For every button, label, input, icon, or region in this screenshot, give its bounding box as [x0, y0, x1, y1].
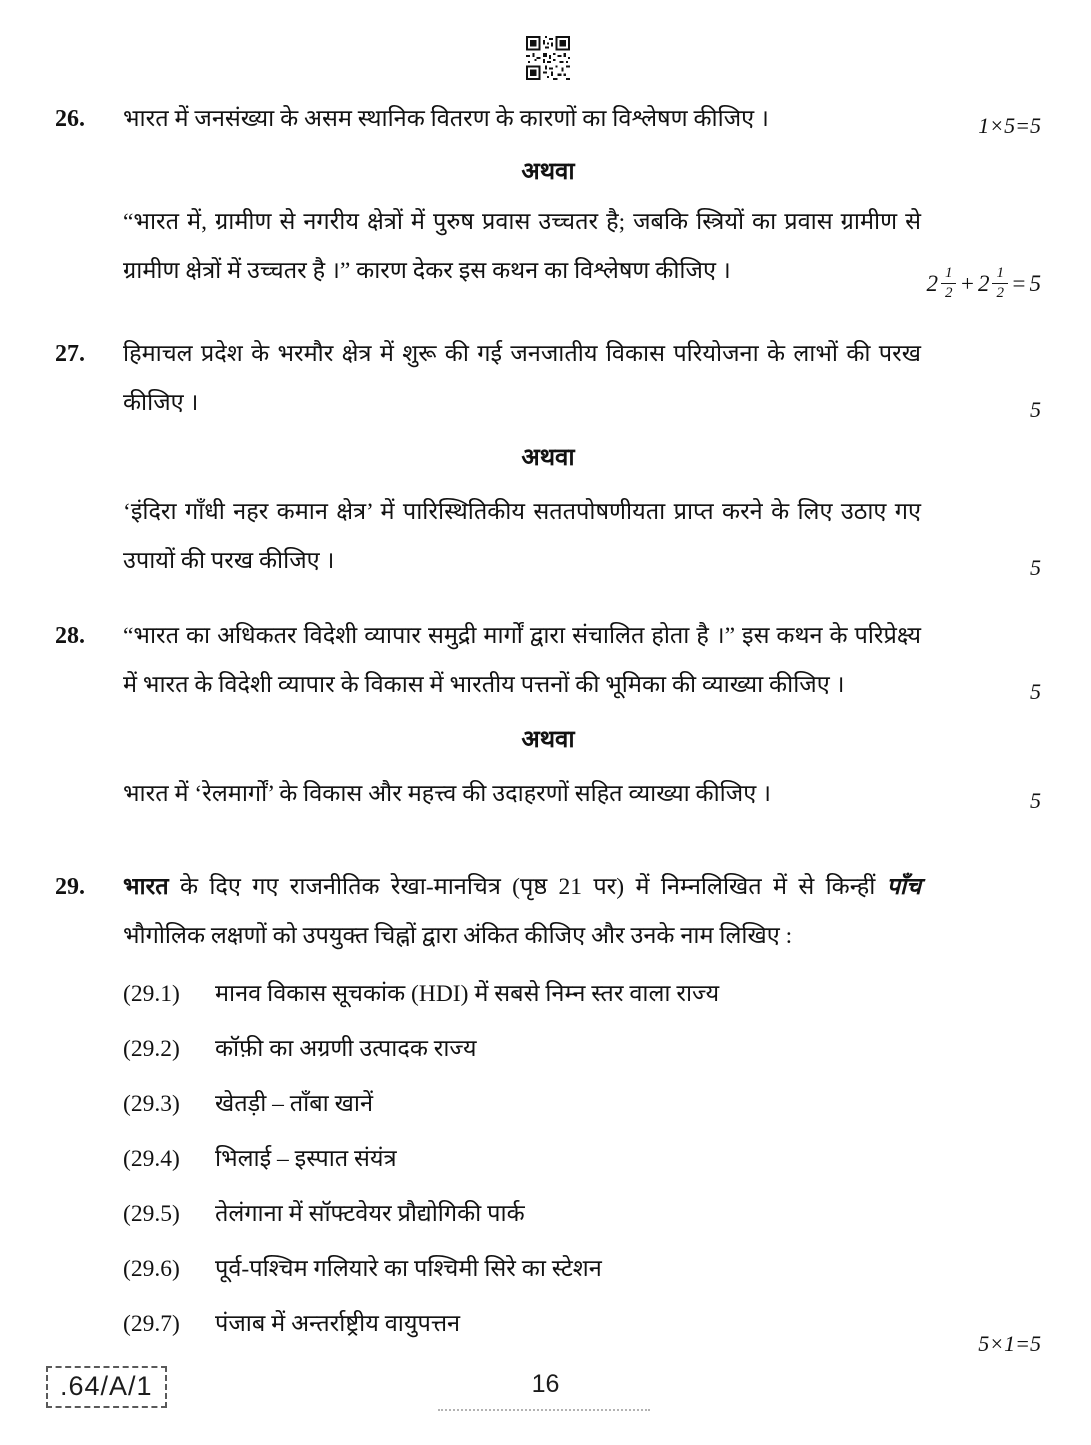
question-27-alt-text: ‘इंदिरा गाँधी नहर कमान क्षेत्र’ में पारिस्थितिकीय सततपोषणीयता प्राप्त करने के लिए उठाए गए उपायों की परख कीजिए ।: [123, 499, 921, 574]
question-28-alternative: [55, 770, 1041, 819]
sub-item-text: पूर्व-पश्चिम गलियारे का पश्चिमी सिरे का स्टेशन: [215, 1256, 602, 1282]
question-29-bold-italic: पाँच: [886, 874, 921, 900]
sub-item-text: भिलाई – इस्पात संयंत्र: [215, 1146, 397, 1172]
sub-item-label: (29.6): [123, 1256, 180, 1282]
page-number: 16: [531, 1370, 560, 1398]
question-29-sub-items: [123, 977, 1041, 1341]
question-28-text: “भारत का अधिकतर विदेशी व्यापार समुद्री मार्गों द्वारा संचालित होता है ।” इस कथन के परिप्रेक्ष्य में भारत के विदेशी व्यापार के विकास में भारतीय पत्तनों की भूमिका की व्याख्या कीजिए ।: [123, 623, 921, 698]
sub-item-29-6: [123, 1252, 1041, 1286]
question-26: [55, 95, 1041, 144]
question-28: [55, 612, 1041, 710]
sub-item-text: पंजाब में अन्तर्राष्ट्रीय वायुपत्तन: [215, 1311, 461, 1337]
sub-item-29-7: [123, 1307, 1041, 1341]
sub-item-text: खेतड़ी – ताँबा खानें: [215, 1091, 373, 1117]
question-29: [55, 863, 1041, 1362]
fraction: $\frac{1}{2}$: [992, 266, 1008, 303]
qr-code-icon: [55, 36, 1041, 85]
sub-item-29-2: [123, 1032, 1041, 1066]
sub-item-label: (29.5): [123, 1201, 180, 1227]
sub-item-label: (29.1): [123, 981, 180, 1007]
sub-item-label: (29.7): [123, 1311, 180, 1337]
or-label-26: अथवा: [521, 159, 575, 185]
sub-item-29-1: [123, 977, 1041, 1011]
sub-item-text: कॉफ़ी का अग्रणी उत्पादक राज्य: [215, 1036, 477, 1062]
sub-item-label: (29.4): [123, 1146, 180, 1172]
question-29-bold-lead: भारत: [123, 874, 169, 900]
question-26-alt-text: “भारत में, ग्रामीण से नगरीय क्षेत्रों में पुरुष प्रवास उच्चतर है; जबकि स्त्रियों का प्रवास ग्रामीण से ग्रामीण क्षेत्रों में उच्चतर है ।” कारण देकर इस कथन का विश्लेषण कीजिए ।: [123, 209, 921, 284]
page-number-divider: [438, 1409, 650, 1411]
question-27-alt-marks: 5: [1030, 555, 1041, 580]
question-26-alternative: [55, 198, 1041, 302]
sub-item-label: (29.3): [123, 1091, 180, 1117]
question-28-alt-marks: 5: [1030, 788, 1041, 813]
question-27-alternative: [55, 488, 1041, 586]
fraction: $\frac{1}{2}$: [941, 266, 957, 303]
question-27-text: हिमाचल प्रदेश के भरमौर क्षेत्र में शुरू की गई जनजातीय विकास परियोजना के लाभों की परख कीजिए ।: [123, 341, 921, 416]
question-27-number: 27.: [55, 341, 85, 367]
question-28-number: 28.: [55, 623, 85, 649]
question-26-marks: 1×5=5: [978, 113, 1041, 138]
question-29-number: 29.: [55, 874, 85, 900]
paper-code-box: .64/A/1: [46, 1366, 167, 1408]
question-28-alt-text: भारत में ‘रेलमार्गों’ के विकास और महत्त्व की उदाहरणों सहित व्याख्या कीजिए ।: [123, 781, 771, 807]
sub-item-text: तेलंगाना में सॉफ्टवेयर प्रौद्योगिकी पार्क: [215, 1201, 525, 1227]
sub-item-text: मानव विकास सूचकांक (HDI) में सबसे निम्न स्तर वाला राज्य: [215, 981, 720, 1007]
question-27: [55, 330, 1041, 428]
or-label-28: अथवा: [521, 727, 575, 753]
question-27-marks: 5: [1030, 397, 1041, 422]
sub-item-29-5: [123, 1197, 1041, 1231]
or-label-27: अथवा: [521, 445, 575, 471]
question-29-text: भारत के दिए गए राजनीतिक रेखा-मानचित्र (पृष्ठ 21 पर) में निम्नलिखित में से किन्हीं पाँच भौगोलिक लक्षणों को उपयुक्त चिह्नों द्वारा अंकित कीजिए और उनके नाम लिखिए :: [123, 874, 921, 949]
question-26-number: 26.: [55, 106, 85, 132]
question-29-marks: 5×1=5: [978, 1331, 1041, 1356]
question-26-alt-marks: 2 $\frac{1}{2}$ + 2 $\frac{1}{2}$ = 5: [926, 264, 1041, 302]
question-26-text: भारत में जनसंख्या के असम स्थानिक वितरण के कारणों का विश्लेषण कीजिए ।: [123, 106, 769, 132]
sub-item-29-4: [123, 1142, 1041, 1176]
sub-item-29-3: [123, 1087, 1041, 1121]
question-28-marks: 5: [1030, 679, 1041, 704]
sub-item-label: (29.2): [123, 1036, 180, 1062]
